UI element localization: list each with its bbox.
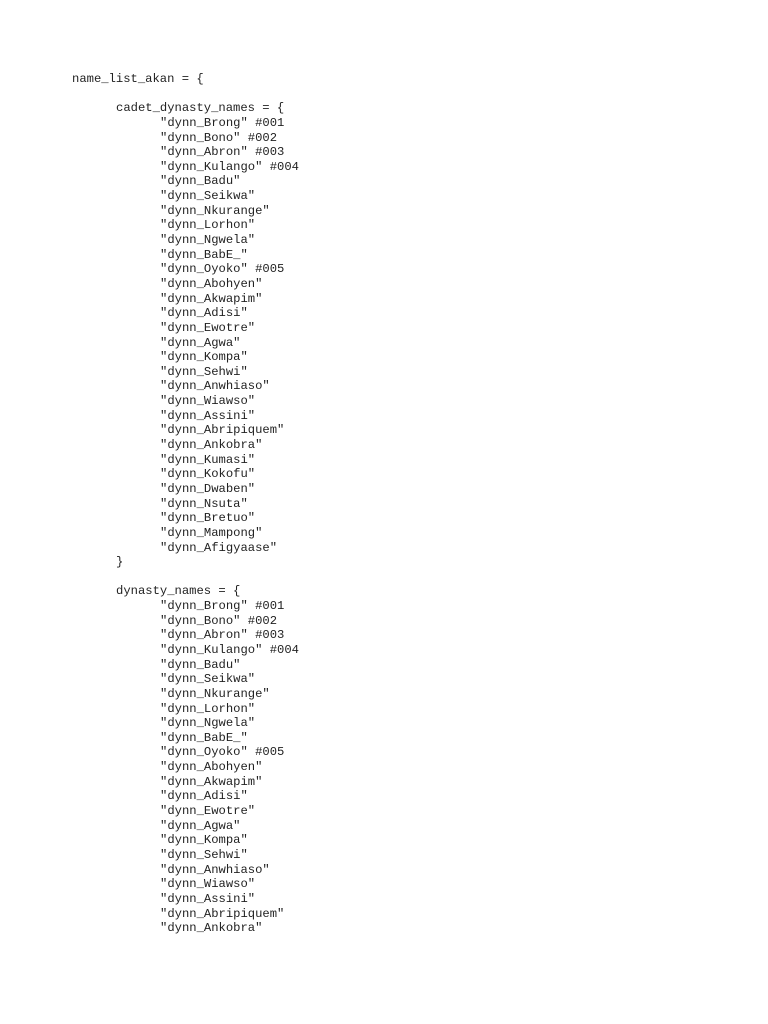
- dynasty-entry: "dynn_Badu": [160, 657, 241, 672]
- cadet-dynasty-entry: "dynn_Ankobra": [160, 438, 263, 453]
- cadet-dynasty-entry: "dynn_Kompa": [160, 350, 248, 365]
- dynasty-entry: "dynn_Abripiquem": [160, 906, 285, 921]
- dynasty-entry: "dynn_Abohyen": [160, 760, 263, 775]
- name-list-header: name_list_akan = {: [72, 72, 204, 86]
- dynasty-entry: "dynn_Seikwa": [160, 672, 256, 687]
- dynasty-entry: "dynn_Kulango" #004: [160, 642, 299, 657]
- cadet-dynasty-entry: "dynn_Mampong": [160, 525, 263, 540]
- cadet-dynasty-entries: [72, 116, 752, 555]
- cadet-dynasty-entry: "dynn_Sehwi": [160, 364, 248, 379]
- cadet-dynasty-entry: "dynn_Badu": [160, 174, 241, 189]
- cadet-dynasty-entry: "dynn_Abron" #003: [160, 145, 285, 160]
- dynasty-entry: "dynn_Nkurange": [160, 686, 270, 701]
- cadet-dynasty-closer: }: [116, 555, 124, 570]
- cadet-dynasty-entry: "dynn_Ngwela": [160, 233, 256, 248]
- blank-line: [72, 570, 752, 585]
- cadet-dynasty-entry: "dynn_Kulango" #004: [160, 159, 299, 174]
- cadet-dynasty-entry: "dynn_Afigyaase": [160, 540, 278, 555]
- cadet-dynasty-opener: cadet_dynasty_names = {: [116, 101, 285, 116]
- cadet-dynasty-entry: "dynn_Oyoko" #005: [160, 262, 285, 277]
- dynasty-entry: "dynn_Assini": [160, 891, 256, 906]
- cadet-dynasty-entry: "dynn_Bono" #002: [160, 130, 278, 145]
- dynasty-entry: "dynn_Bono" #002: [160, 613, 278, 628]
- dynasty-entry: "dynn_Lorhon": [160, 701, 256, 716]
- document-page: [72, 72, 752, 936]
- cadet-dynasty-entry: "dynn_BabE_": [160, 247, 248, 262]
- dynasty-entry: "dynn_Agwa": [160, 818, 241, 833]
- cadet-dynasty-entry: "dynn_Abripiquem": [160, 423, 285, 438]
- dynasty-entry: "dynn_Abron" #003: [160, 628, 285, 643]
- dynasty-entry: "dynn_Wiawso": [160, 877, 256, 892]
- cadet-dynasty-entry: "dynn_Anwhiaso": [160, 379, 270, 394]
- blank-line: [72, 87, 752, 102]
- dynasty-entry: "dynn_BabE_": [160, 730, 248, 745]
- dynasty-entry: "dynn_Oyoko" #005: [160, 745, 285, 760]
- dynasty-entry: "dynn_Anwhiaso": [160, 862, 270, 877]
- cadet-dynasty-entry: "dynn_Bretuo": [160, 511, 256, 526]
- cadet-dynasty-entry: "dynn_Seikwa": [160, 189, 256, 204]
- cadet-dynasty-entry: "dynn_Kokofu": [160, 467, 256, 482]
- cadet-dynasty-entry: "dynn_Lorhon": [160, 218, 256, 233]
- cadet-dynasty-entry: "dynn_Kumasi": [160, 452, 256, 467]
- cadet-dynasty-entry: "dynn_Adisi": [160, 306, 248, 321]
- cadet-dynasty-entry: "dynn_Assini": [160, 408, 256, 423]
- dynasty-entry: "dynn_Sehwi": [160, 847, 248, 862]
- dynasty-block: [72, 584, 752, 935]
- dynasty-entry: "dynn_Brong" #001: [160, 599, 285, 614]
- cadet-dynasty-entry: "dynn_Abohyen": [160, 276, 263, 291]
- dynasty-entry: "dynn_Ankobra": [160, 921, 263, 936]
- cadet-dynasty-entry: "dynn_Wiawso": [160, 394, 256, 409]
- cadet-dynasty-entry: "dynn_Brong" #001: [160, 115, 285, 130]
- dynasty-entry: "dynn_Ewotre": [160, 804, 256, 819]
- cadet-dynasty-entry: "dynn_Nsuta": [160, 496, 248, 511]
- cadet-dynasty-entry: "dynn_Agwa": [160, 335, 241, 350]
- cadet-dynasty-entry: "dynn_Ewotre": [160, 320, 256, 335]
- cadet-dynasty-entry: "dynn_Akwapim": [160, 291, 263, 306]
- dynasty-opener: dynasty_names = {: [116, 584, 241, 599]
- cadet-dynasty-entry: "dynn_Nkurange": [160, 203, 270, 218]
- dynasty-entry: "dynn_Ngwela": [160, 716, 256, 731]
- dynasty-entry: "dynn_Kompa": [160, 833, 248, 848]
- dynasty-entries: [72, 599, 752, 936]
- cadet-dynasty-entry: "dynn_Dwaben": [160, 481, 256, 496]
- dynasty-entry: "dynn_Akwapim": [160, 774, 263, 789]
- dynasty-entry: "dynn_Adisi": [160, 789, 248, 804]
- cadet-dynasty-block: [72, 101, 752, 570]
